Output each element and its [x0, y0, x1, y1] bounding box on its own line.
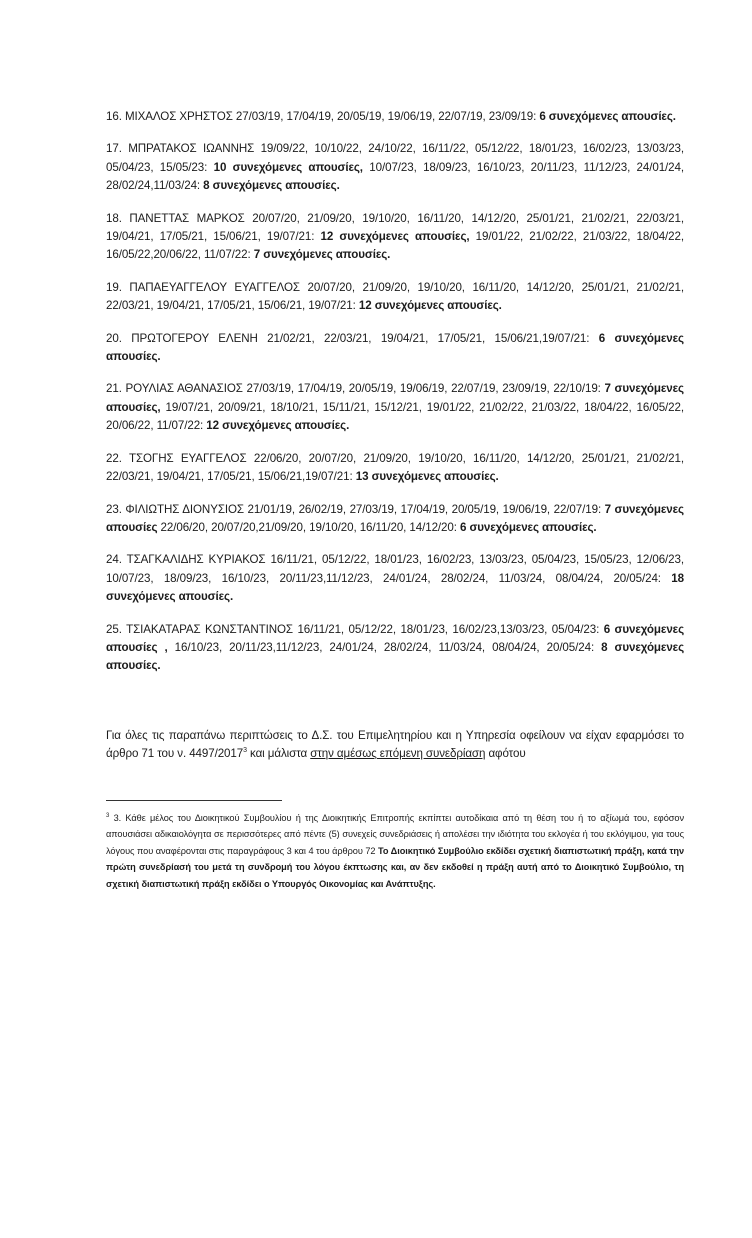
absence-entry [106, 380, 684, 435]
closing-text-middle: και μάλιστα [246, 747, 311, 761]
entry-number: 24. [106, 553, 122, 567]
absence-count: 8 συνεχόμενες απουσίες. [106, 640, 684, 673]
member-name: ΜΠΡΑΤΑΚΟΣ ΙΩΑΝΝΗΣ [128, 142, 255, 156]
member-name: ΠΡΩΤΟΓΕΡΟΥ ΕΛΕΝΗ [131, 331, 258, 345]
absence-dates: 22/06/20, 20/07/20,21/09/20, 19/10/20, 16/11/20, 14/12/20: [157, 520, 457, 534]
member-name: ΤΣΑΓΚΑΛΙΔΗΣ ΚΥΡΙΑΚΟΣ [126, 553, 266, 567]
absence-dates: 27/03/19, 17/04/19, 20/05/19, 19/06/19, 22/07/19, 23/09/19, 22/10/19: [242, 382, 601, 396]
entry-number: 23. [106, 502, 122, 516]
footnote-bold-text: Το Διοικητικό Συμβούλιο εκδίδει σχετική διαπιστωτική πράξη, κατά την πρώτη συνεδρίασή του μετά τη συνδρομή του λόγου έκπτωσης και, αν δεν εκδοθεί η πράξη αυτή από το Διοικητικό Συμβούλιο, τη σχετική διαπιστωτική πράξη εκδίδει ο Υπουργός Οικονομίας και Ανάπτυξης. [106, 845, 685, 889]
footnote-divider [106, 800, 282, 801]
absence-count: 6 συνεχόμενες απουσίες. [106, 331, 684, 364]
entry-number: 16. [106, 110, 122, 123]
absence-entry [106, 450, 684, 487]
absence-dates: 27/03/19, 17/04/19, 20/05/19, 19/06/19, 22/07/19, 23/09/19: [232, 110, 537, 123]
absence-entry [106, 621, 684, 676]
absence-entry [106, 140, 684, 195]
absence-entry [106, 330, 684, 367]
entry-number: 19. [106, 280, 122, 294]
absence-dates: 22/06/20, 20/07/20, 21/09/20, 19/10/20, 16/11/20, 14/12/20, 25/01/21, 21/02/21, 22/03/21, 19/04/21, 17/05/21, 15/06/21,19/07/21: [106, 451, 684, 484]
closing-text-start: Για όλες τις παραπάνω περιπτώσεις το Δ.Σ. του Επιμελητηρίου και η Υπηρεσία οφείλουν να είχαν εφαρμόσει το άρθρο 71 του ν. 4497/2017 [106, 729, 684, 761]
closing-text-end: αφότου [485, 747, 526, 761]
absence-dates: 19/07/21, 20/09/21, 18/10/21, 15/11/21, 15/12/21, 19/01/22, 21/02/22, 21/03/22, 18/04/22, 16/05/22, 20/06/22, 11/07/22: [106, 400, 684, 433]
closing-underlined-text: στην αμέσως επόμενη συνεδρίαση [310, 747, 486, 761]
footnote-reference[interactable]: 3 [243, 747, 247, 755]
absence-count: 7 συνεχόμενες απουσίες, [106, 382, 684, 414]
member-name: ΤΣΙΑΚΑΤΑΡΑΣ ΚΩΝΣΤΑΝΤΙΝΟΣ [126, 622, 293, 636]
member-name: ΠΑΠΑΕΥΑΓΓΕΛΟΥ ΕΥΑΓΓΕΛΟΣ [129, 280, 300, 294]
absence-dates: 19/01/22, 21/02/22, 21/03/22, 18/04/22, 16/05/22,20/06/22, 11/07/22: [106, 230, 684, 262]
absence-dates: 20/07/20, 21/09/20, 19/10/20, 16/11/20, 14/12/20, 25/01/21, 21/02/21, 22/03/21, 19/04/21, 17/05/21, 15/06/21, 19/07/21: [106, 280, 685, 313]
absence-dates: 16/11/21, 05/12/22, 18/01/23, 16/02/23, 13/03/23, 05/04/23, 15/05/23, 12/06/23, 10/07/23, 18/09/23, 16/10/23, 20/11/23,11/12/23, 24/01/24, 28/02/24, 11/03/24, 08/04/24, 20/05/24: [106, 553, 684, 585]
absence-count: 12 συνεχόμενες απουσίες. [203, 419, 350, 433]
entry-number: 25. [106, 622, 122, 636]
absence-dates: 16/10/23, 20/11/23,11/12/23, 24/01/24, 28/02/24, 11/03/24, 08/04/24, 20/05/24: [167, 640, 595, 654]
member-name: ΜΙΧΑΛΟΣ ΧΡΗΣΤΟΣ [124, 110, 233, 123]
entry-number: 22. [106, 451, 122, 465]
footnote-text: 3. Κάθε μέλος του Διοικητικού Συμβουλίου ή της Διοικητικής Επιτροπής εκπίπτει αυτοδίκαια από τη θέση του ή το αξίωμά του, εφόσον απουσιάσει αδικαιολόγητα σε περισσότερες από πέντε (5) συνεχείς συνεδριάσεις ή απολέσει την ιδιότητα του εκλογέα ή του εκλόγιμου, για τους λόγους που αναφέρονται στις παραγράφους 3 και 4 του άρθρου 72 [106, 813, 684, 856]
absence-dates: 16/11/21, 05/12/22, 18/01/23, 16/02/23,13/03/23, 05/04/23: [292, 622, 600, 636]
footnote-marker: 3 [106, 812, 110, 819]
entry-number: 17. [106, 142, 122, 156]
closing-paragraph [106, 727, 684, 764]
absence-count: 13 συνεχόμενες απουσίες. [352, 470, 499, 484]
entry-number: 18. [106, 211, 122, 225]
absence-entry [106, 210, 684, 265]
entry-number: 20. [106, 331, 122, 345]
absence-count: 7 συνεχόμενες απουσίες. [250, 248, 391, 262]
absence-count: 7 συνεχόμενες απουσίες [106, 502, 684, 534]
absence-count: 12 συνεχόμενες απουσίες. [355, 299, 502, 313]
absence-entry [106, 108, 684, 126]
absence-entry [106, 501, 684, 538]
absence-list [106, 108, 684, 690]
absence-dates: 19/09/22, 10/10/22, 24/10/22, 16/11/22, 05/12/22, 18/01/23, 16/02/23, 13/03/23, 05/04/23, 15/05/23: [106, 142, 685, 174]
absence-count: 6 συνεχόμενες απουσίες , [106, 622, 684, 654]
member-name: ΡΟΥΛΙΑΣ ΑΘΑΝΑΣΙΟΣ [125, 382, 243, 396]
absence-dates: 10/07/23, 18/09/23, 16/10/23, 20/11/23, 11/12/23, 24/01/24, 28/02/24,11/03/24: [106, 160, 684, 193]
absence-count: 12 συνεχόμενες απουσίες, [314, 230, 470, 244]
absence-dates: 21/01/19, 26/02/19, 27/03/19, 17/04/19, 20/05/19, 19/06/19, 22/07/19: [244, 502, 602, 516]
absence-count: 6 συνεχόμενες απουσίες. [456, 520, 597, 534]
footnote [106, 810, 684, 892]
absence-count: 8 συνεχόμενες απουσίες. [200, 179, 340, 193]
absence-count: 10 συνεχόμενες απουσίες, [207, 160, 363, 174]
absence-entry [106, 279, 684, 316]
entry-number: 21. [106, 382, 122, 396]
member-name: ΠΑΝΕΤΤΑΣ ΜΑΡΚΟΣ [129, 211, 245, 225]
member-name: ΦΙΛΙΩΤΗΣ ΔΙΟΝΥΣΙΟΣ [125, 502, 244, 516]
absence-entry [106, 551, 684, 606]
member-name: ΤΣΟΓΗΣ ΕΥΑΓΓΕΛΟΣ [128, 451, 247, 465]
absence-count: 18 συνεχόμενες απουσίες. [106, 571, 684, 604]
absence-dates: 21/02/21, 22/03/21, 19/04/21, 17/05/21, 15/06/21,19/07/21: [257, 331, 590, 345]
absence-count: 6 συνεχόμενες απουσίες. [536, 110, 676, 123]
absence-dates: 20/07/20, 21/09/20, 19/10/20, 16/11/20, 14/12/20, 25/01/21, 21/02/21, 22/03/21, 19/04/21, 17/05/21, 15/06/21, 19/07/21: [106, 211, 685, 244]
